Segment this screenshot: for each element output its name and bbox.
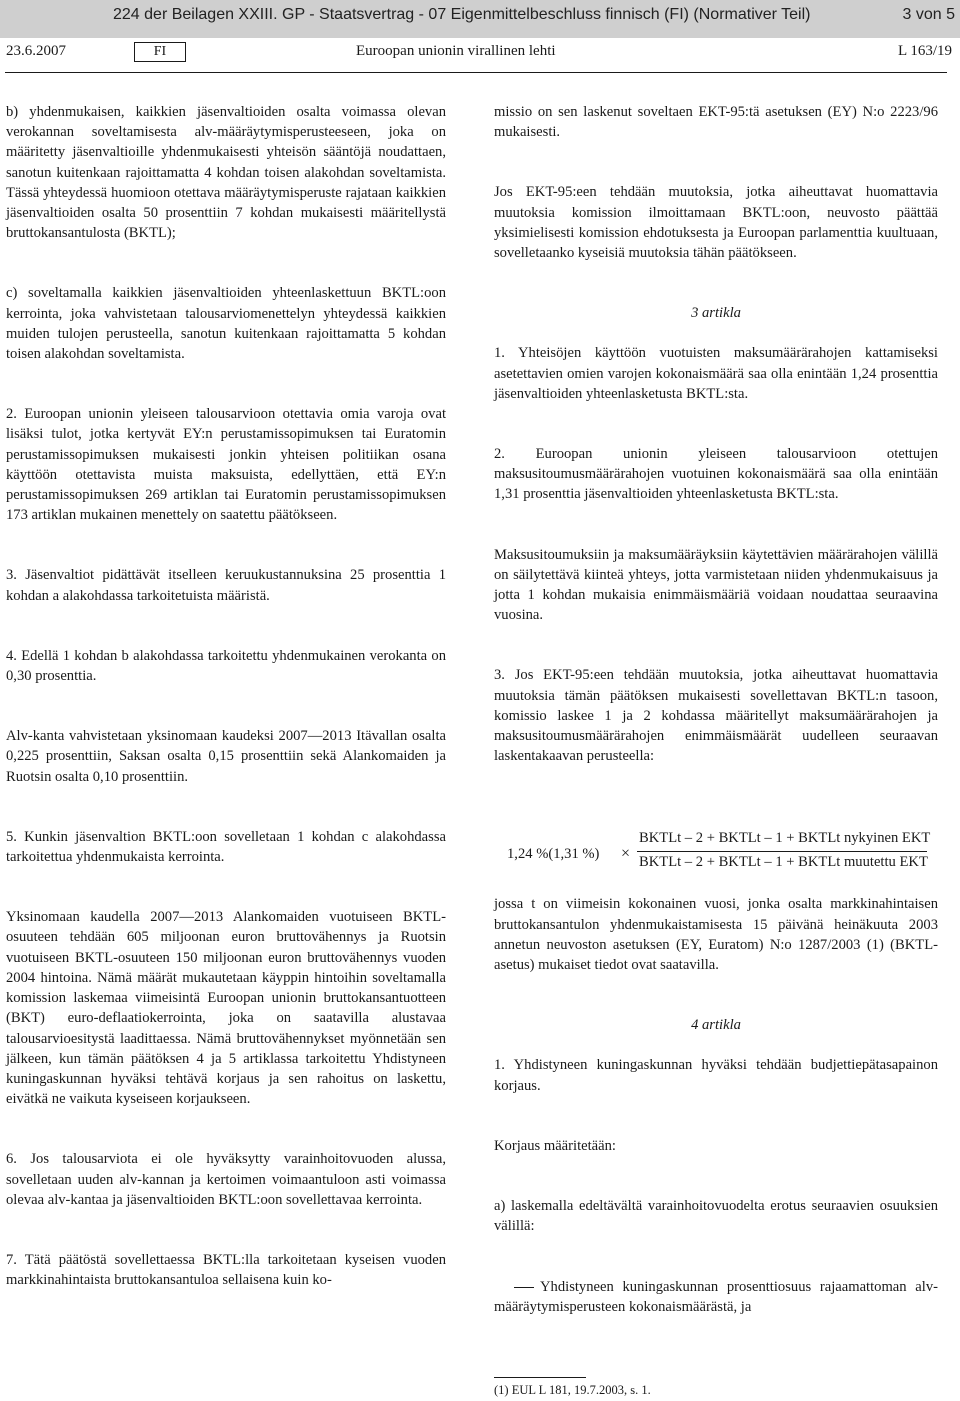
paragraph-c: c) soveltamalla kaikkien jäsenvaltioiden yhteenlaskettuun BKTL:oon kerrointa, joka vahvistetaan talousarviomenettelyn yhteydessä kaikkien muiden tulojen perusteella, sanotun kuitenkaan rajoittamatta 5 kohdan toisen alakohdan soveltamista. xyxy=(6,285,446,363)
paragraph-3: 3. Jäsenvaltiot pidättävät itselleen keruukustannuksina 25 prosenttia 1 kohdan a alakohdassa tarkoitetuista määristä. xyxy=(6,567,446,604)
paragraph-7: 7. Tätä päätöstä sovellettaessa BKTL:lla tarkoitetaan kyseisen vuoden markkinahintaista bruttokansantuloa sellaisena kuin ko- xyxy=(6,1251,446,1289)
paragraph-6: 6. Jos talousarviota ei ole hyväksytty varainhoitovuoden alussa, sovelletaan uuden alv-kannan ja kertoimen voimaantuloon asti voimassa olevaa alv-kantaa ja jäsenvaltioiden BKTL:oon sovellettavaa kerrointa. xyxy=(6,1151,446,1208)
paragraph-dash-item xyxy=(494,1277,938,1317)
dash-item-text: Yhdistyneen kuningaskunnan prosenttiosuus rajaamattoman alv-määräytymisperusteen kokonaismäärästä, ja xyxy=(494,1278,938,1315)
fraction-bar xyxy=(637,851,927,852)
article-3-paragraph-2: 2. Euroopan unionin yleiseen talousarvioon otettujen maksusitoumusmäärärahojen vuotuinen kokonaismäärä saa olla enintään 1,31 prosenttia jäsenvaltioiden yhteenlasketusta BKTL:sta. xyxy=(494,446,938,503)
language-box: FI xyxy=(134,42,186,62)
formula-numerator: BKTLt – 2 + BKTLt – 1 + BKTLt nykyinen EKT xyxy=(639,830,931,846)
paragraph-correction: Korjaus määritetään: xyxy=(494,1137,616,1154)
dash-marker xyxy=(514,1287,534,1288)
multiply-sign: × xyxy=(621,845,631,862)
viewer-title-bar xyxy=(0,0,960,38)
recalculation-formula xyxy=(507,820,937,880)
formula-denominator: BKTLt – 2 + BKTLt – 1 + BKTLt muutettu EKT xyxy=(639,854,928,870)
paragraph-ekt-changes: Jos EKT-95:een tehdään muutoksia, jotka aiheuttavat huomattavia muutoksia komission ilmoittamaan BKTL:oon, neuvosto päättää yksimielisesti komission ehdotuksesta ja Euroopan parlamenttia kuultuaan, sovelletaanko kyseisiä muutoksia tähän päätökseen. xyxy=(494,184,938,262)
paragraph-vat-rates: Alv-kanta vahvistetaan yksinomaan kaudeksi 2007—2013 Itävallan osalta 0,225 prosenttiin, Saksan osalta 0,15 prosenttiin sekä Alankomaiden ja Ruotsin osalta 0,10 prosenttiin. xyxy=(6,728,446,785)
journal-header xyxy=(6,43,952,69)
document-title: 224 der Beilagen XXIII. GP - Staatsvertrag - 07 Eigenmittelbeschluss finnisch (FI) (Normativer Teil) xyxy=(113,6,811,23)
page-counter: 3 von 5 xyxy=(902,6,955,23)
footnote-rule xyxy=(494,1377,586,1378)
left-column xyxy=(6,102,446,1290)
paragraph-formula-explanation: jossa t on viimeisin kokonainen vuosi, jonka osalta markkinahintaisen bruttokansantulon yhdenmukaistamisesta 15 päivänä heinäkuuta 2003 annetun neuvoston asetuksen (EY, Euratom) N:o 1287/2003 (1) (BKTL-asetus) mukaiset tiedot ovat saatavilla. xyxy=(494,896,938,974)
article-3-paragraph-1: 1. Yhteisöjen käyttöön vuotuisten maksumäärärahojen kattamiseksi asetettavien omien varojen kokonaismäärä saa olla enintään 1,24 prosenttia jäsenvaltioiden yhteenlasketusta BKTL:sta. xyxy=(494,345,938,402)
paragraph-5: 5. Kunkin jäsenvaltion BKTL:oon sovelletaan 1 kohdan c alakohdassa tarkoitettua yhdenmukaista kerrointa. xyxy=(6,828,446,866)
article-4-paragraph-1: 1. Yhdistyneen kuningaskunnan hyväksi tehdään budjettiepätasapainon korjaus. xyxy=(494,1057,938,1094)
article-3-heading: 3 artikla xyxy=(691,305,741,322)
right-column xyxy=(494,102,938,1317)
paragraph-reductions: Yksinomaan kaudella 2007—2013 Alankomaiden vuotuiseen BKTL-osuuteen tehdään 605 miljoonan euron bruttovähennys ja Ruotsin vuotuiseen BKTL-osuuteen 150 miljoonan euron bruttovähennys vuoden 2004 hintoina. Nämä määrät mukautetaan käyppin hintoihin soveltamalla komission laskemaa viimeisintä Euroopan unionin bruttokansantuotteen (BKT) euro-deflaatiokerrointa, joka on saatavilla alustavaa talousarvioesitystä laadittaessa. Nämä bruttovähennykset myönnetään sen jälkeen, kun tämän päätöksen 4 ja 5 artiklassa tarkoitettu Yhdistyneen kuningaskunnan hyväksi tehtävä korjaus ja sen rahoitus on laskettu, eivätkä ne vaikuta kyseiseen korjaukseen. xyxy=(6,909,446,1108)
issue-date: 23.6.2007 xyxy=(6,43,66,59)
paragraph-4: 4. Edellä 1 kohdan b alakohdassa tarkoitettu yhdenmukainen verokanta on 0,30 prosenttia. xyxy=(6,647,446,685)
formula-lhs: 1,24 %(1,31 %) xyxy=(507,846,600,862)
article-3-paragraph-3: 3. Jos EKT-95:een tehdään muutoksia, jotka aiheuttavat huomattavia muutoksia tämän päätöksen mukaisesti sovellettavan BKTL:n tasoon, komissio laskee 1 ja 2 kohdassa määritellyt maksumäärärahojen ja maksusitoumusmäärärahojen enimmäismäärät uudelleen seuraavan laskentakaavan perusteella: xyxy=(494,667,938,765)
journal-name: Euroopan unionin virallinen lehti xyxy=(356,43,556,59)
footnote: (1) EUL L 181, 19.7.2003, s. 1. xyxy=(494,1383,651,1397)
paragraph-commitments: Maksusitoumuksiin ja maksumääräyksiin käytettävien määrärahojen välillä on säilytettävä kiinteä yhteys, jotta varmistetaan niiden yhdenmukaisuus ja jotta 1 kohdan mukaisia enimmäismääriä voidaan noudattaa seuraavina vuosina. xyxy=(494,546,938,624)
article-4-heading: 4 artikla xyxy=(691,1017,741,1034)
paragraph-b: b) yhdenmukaisen, kaikkien jäsenvaltioiden osalta voimassa olevan verokannan soveltamisesta alv-määräytymisperusteeseen, joka on määritetty jäsenvaltioille yhdenmukaisesti yhteisön sääntöjä noudattaen, sanotun kuitenkaan rajoittamatta 4 kohdan toisen alakohdan soveltamista. Tässä yhteydessä huomioon otettava määräytymisperuste rajataan kaikkien jäsenvaltioiden osalta 50 prosenttiin 7 kohdan mukaisesti määritellystä bruttokansantulosta (BKTL); xyxy=(6,104,446,242)
page-reference: L 163/19 xyxy=(897,43,952,59)
paragraph-2: 2. Euroopan unionin yleiseen talousarvioon otettavia omia varoja ovat lisäksi tulot, jotka kertyvät EY:n perustamissopimuksen tai Euratomin perustamissopimuksen mukaisesti jonkin yhteisen politiikan osana käyttöön otettavista muista maksuista, edellyttäen, että EY:n perustamissopimuksen 269 artiklan tai Euratomin perustamissopimuksen 173 artiklan mukainen menettely on saatettu päätökseen. xyxy=(6,406,446,524)
header-rule xyxy=(5,72,947,73)
paragraph-continued: missio on sen laskenut soveltaen EKT-95:tä asetuksen (EY) N:o 2223/96 mukaisesti. xyxy=(494,104,938,141)
paragraph-a: a) laskemalla edeltävältä varainhoitovuodelta erotus seuraavien osuuksien välillä: xyxy=(494,1198,938,1235)
